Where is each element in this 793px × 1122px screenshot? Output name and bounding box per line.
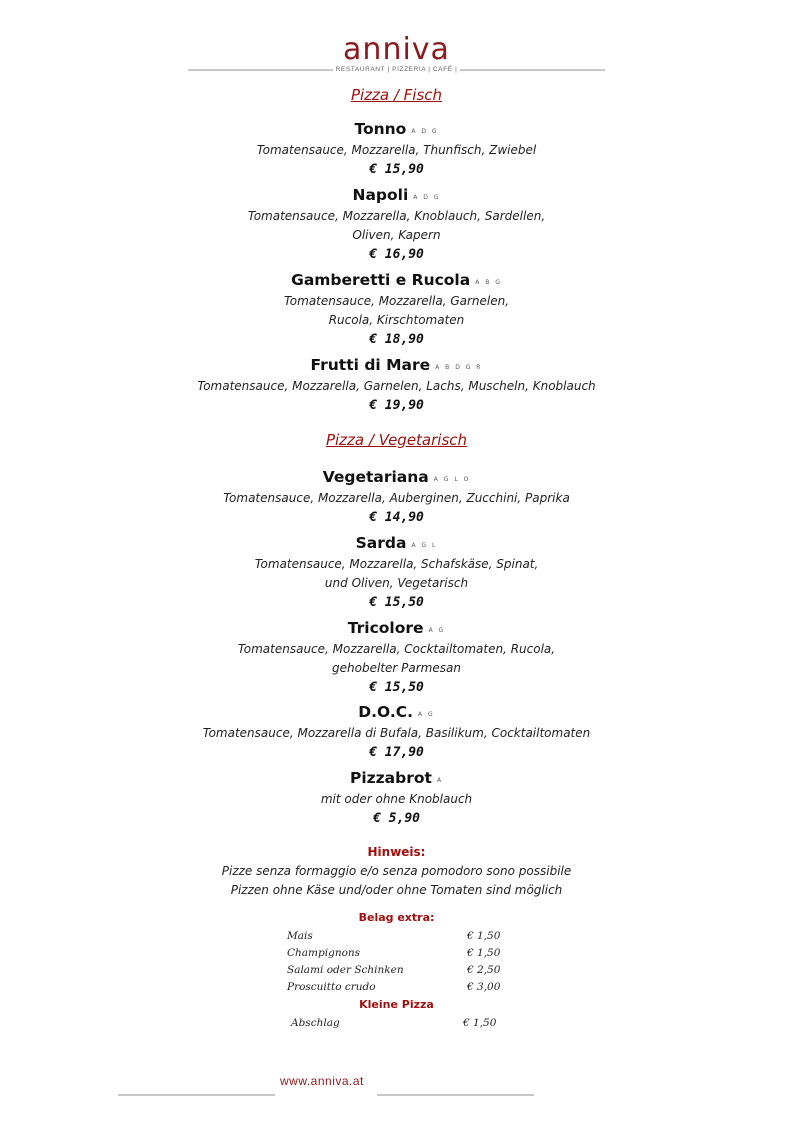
menu-item-sarda: [0, 533, 793, 613]
hint-line-italian: Pizze senza formaggio e/o senza pomodoro sono possibile: [221, 864, 572, 878]
menu-item-tricolore: [0, 618, 793, 698]
item-description-2: Oliven, Kapern: [352, 228, 441, 242]
item-price: € 19,90: [369, 398, 424, 413]
footer-website-link[interactable]: www.anniva.at: [280, 1074, 364, 1088]
extra-price: € 2,50: [467, 964, 501, 976]
item-description: Tomatensauce, Mozzarella, Schafskäse, Spinat,: [254, 557, 539, 571]
extra-price: € 3,00: [467, 981, 501, 993]
extra-label: Mais: [287, 930, 313, 942]
menu-item-napoli: [0, 185, 793, 265]
item-price: € 16,90: [369, 247, 424, 262]
allergen-codes: A B G: [475, 279, 502, 286]
item-price: € 17,90: [369, 745, 424, 760]
hint-title: Hinweis:: [367, 845, 426, 859]
item-description: Tomatensauce, Mozzarella, Garnelen, Lachs, Muscheln, Knoblauch: [197, 379, 596, 393]
item-description: Tomatensauce, Mozzarella, Cocktailtomaten, Rucola,: [237, 642, 556, 656]
small-pizza-label: Abschlag: [291, 1017, 340, 1029]
section-title-vegetarisch: Pizza / Vegetarisch: [325, 431, 468, 449]
menu-item-tonno: [0, 119, 793, 180]
section-title-fisch: Pizza / Fisch: [350, 86, 443, 104]
extra-price: € 1,50: [467, 930, 501, 942]
allergen-codes: A D G: [413, 194, 441, 201]
item-description-2: gehobelter Parmesan: [332, 661, 461, 675]
hint-line-german: Pizzen ohne Käse und/oder ohne Tomaten sind möglich: [230, 883, 563, 897]
allergen-codes: A G: [428, 627, 446, 634]
menu-item-vegetariana: [0, 467, 793, 528]
item-price: € 15,90: [369, 162, 424, 177]
item-description: Tomatensauce, Mozzarella, Auberginen, Zucchini, Paprika: [223, 491, 570, 505]
brand-tagline: RESTAURANT | PIZZERIA | CAFÉ |: [335, 66, 458, 73]
small-pizza-title: Kleine Pizza: [359, 998, 434, 1011]
brand-logo: anniva: [343, 32, 450, 67]
item-name: Frutti di Mare: [310, 356, 431, 374]
menu-item-frutti-di-mare: [0, 355, 793, 416]
menu-item-pizzabrot: [0, 768, 793, 829]
item-description-2: Rucola, Kirschtomaten: [328, 313, 465, 327]
item-price: € 5,90: [373, 811, 420, 826]
allergen-codes: A G L: [411, 542, 438, 549]
item-description: Tomatensauce, Mozzarella, Garnelen,: [283, 294, 510, 308]
footer-divider-right: [377, 1094, 534, 1096]
menu-item-doc: [0, 702, 793, 763]
item-name: Pizzabrot: [349, 769, 432, 787]
item-name: D.O.C.: [358, 703, 414, 721]
item-description: Tomatensauce, Mozzarella di Bufala, Basilikum, Cocktailtomaten: [202, 726, 591, 740]
extra-label: Champignons: [287, 947, 361, 959]
menu-item-gamberetti: [0, 270, 793, 350]
allergen-codes: A: [436, 777, 444, 784]
footer-divider-left: [118, 1094, 275, 1096]
item-name: Tricolore: [347, 619, 424, 637]
item-name: Gamberetti e Rucola: [291, 271, 471, 289]
item-price: € 18,90: [369, 332, 424, 347]
item-name: Sarda: [355, 534, 407, 552]
extras-title: Belag extra:: [358, 911, 435, 924]
allergen-codes: A B D G R: [435, 364, 483, 371]
item-name: Tonno: [354, 120, 407, 138]
small-pizza-price: € 1,50: [463, 1017, 497, 1029]
item-name: Napoli: [352, 186, 409, 204]
item-price: € 15,50: [369, 595, 424, 610]
item-description: mit oder ohne Knoblauch: [320, 792, 473, 806]
allergen-codes: A D G: [411, 128, 439, 135]
item-name: Vegetariana: [322, 468, 429, 486]
item-description: Tomatensauce, Mozzarella, Thunfisch, Zwiebel: [256, 143, 537, 157]
extra-price: € 1,50: [467, 947, 501, 959]
item-description-2: und Oliven, Vegetarisch: [324, 576, 469, 590]
item-description: Tomatensauce, Mozzarella, Knoblauch, Sardellen,: [247, 209, 546, 223]
extra-label: Salami oder Schinken: [287, 964, 404, 976]
allergen-codes: A G: [418, 711, 435, 718]
item-price: € 15,50: [369, 680, 424, 695]
allergen-codes: A G L O: [433, 476, 471, 483]
extra-label: Proscuitto crudo: [287, 981, 376, 993]
item-price: € 14,90: [369, 510, 424, 525]
